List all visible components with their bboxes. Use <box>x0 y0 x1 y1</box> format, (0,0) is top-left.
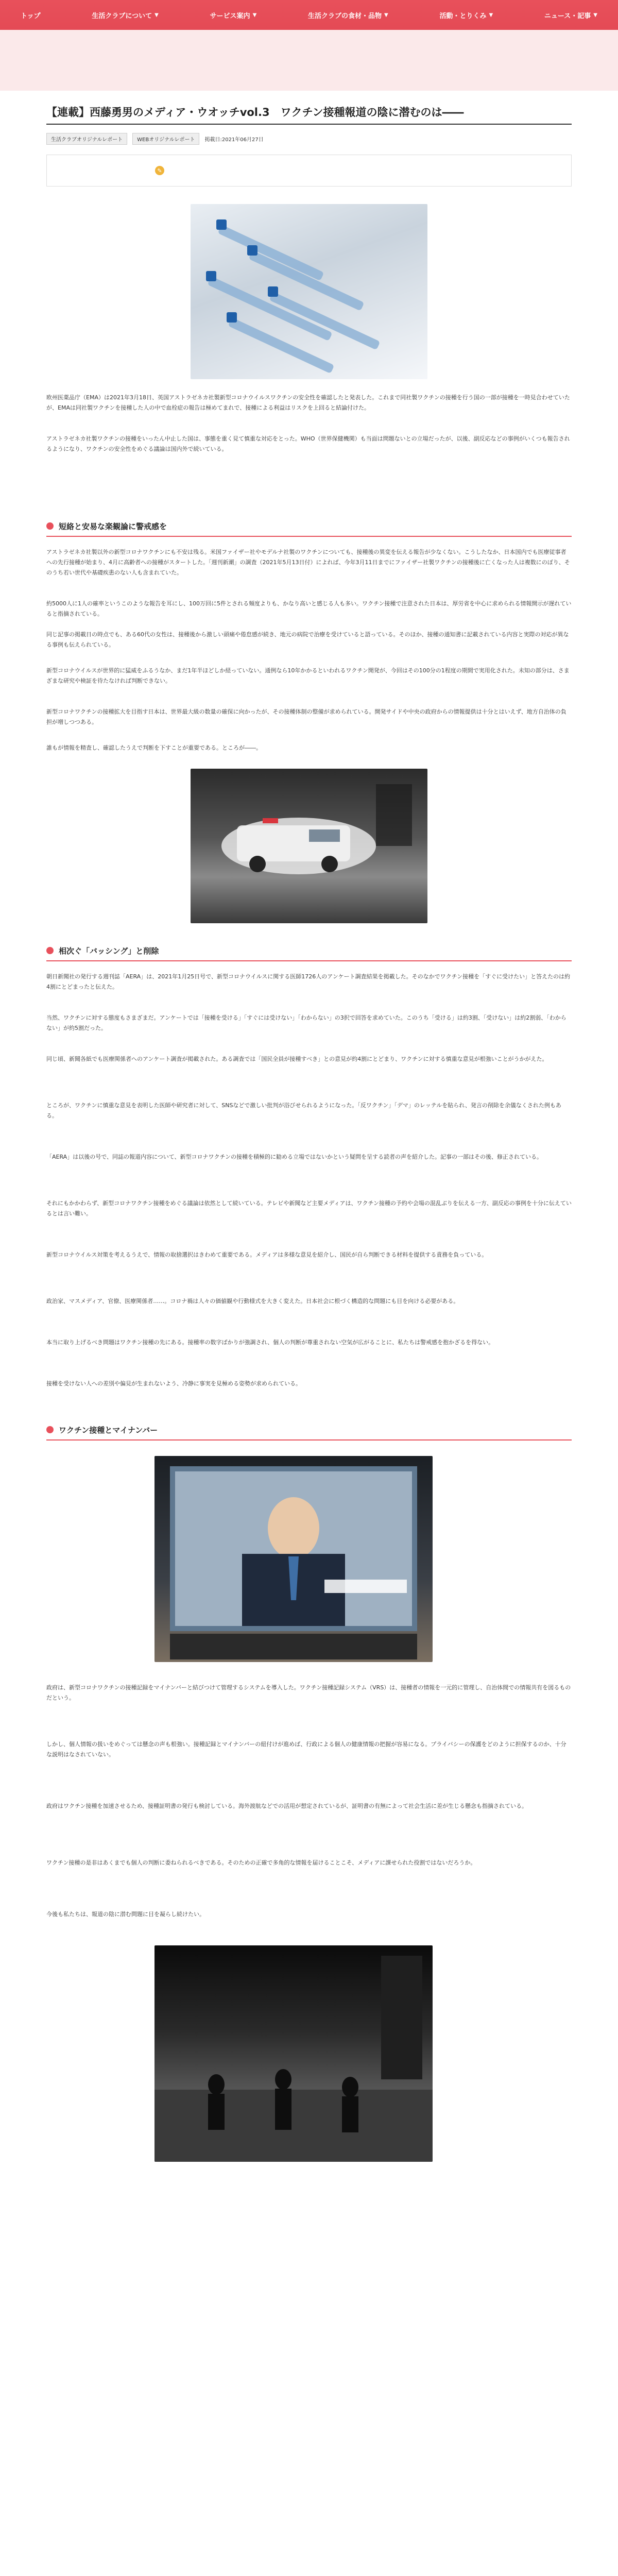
tag-original[interactable]: 生活クラブオリジナルレポート <box>46 133 127 145</box>
paragraph: 当然、ワクチンに対する態度もさまざまだ。アンケートでは「接種を受ける」「すぐには受けない」「わからない」の3択で回答を求めていた。このうち「受ける」は約3割、「受けない」は約2割弱、「わからない」が約5割だった。 <box>46 1014 566 1031</box>
title-divider <box>46 124 572 125</box>
chevron-down-icon: ▼ <box>252 12 257 18</box>
paragraph: 接種を受けない人への差別や偏見が生まれないよう、冷静に事実を見極める姿勢が求められている。 <box>46 1380 301 1387</box>
paragraph: 新型コロナウイルス対策を考えるうえで、情報の取捨選択はきわめて重要である。メディアは多様な意見を紹介し、国民が自ら判断できる材料を提供する責務を負っている。 <box>46 1251 488 1258</box>
nav-item-service[interactable]: サービス案内 ▼ <box>210 12 257 20</box>
share-icon[interactable]: ✎ <box>155 166 164 175</box>
section-heading-2: 相次ぐ「バッシング」と削除 <box>46 941 572 961</box>
chevron-down-icon: ▼ <box>154 12 159 18</box>
tag-web[interactable]: WEBオリジナルレポート <box>132 133 199 145</box>
sub-banner <box>0 30 618 91</box>
paragraph: 約5000人に1人の確率というこのような報告を耳にし、100万回に5件とされる頻度よりも、かなり高いと感じる人も多い。ワクチン接種で注意された日本は、厚労省を中心に求められる情報開示が遅れていると指摘されている。 <box>46 600 572 617</box>
nav-item-activity[interactable]: 活動・とりくみ ▼ <box>439 12 493 20</box>
nav-item-news[interactable]: ニュース・記事 ▼ <box>544 12 597 20</box>
chevron-down-icon: ▼ <box>384 12 388 18</box>
paragraph: 新型コロナウイルスが世界的に猛威をふるうなか、まだ1年半ほどしか経っていない。通例なら10年かかるといわれるワクチン開発が、今回はその100分の1程度の期間で実用化された。未知の部分は、さまざまな研究や検証を待たなければ判断できない。 <box>46 667 570 684</box>
top-nav <box>0 0 618 30</box>
paragraph: 同じ頃、新聞各紙でも医療関係者へのアンケート調査が掲載された。ある調査では「国民全員が接種すべき」との意見が約4割にとどまり、ワクチンに対する慎重な意見が根強いことがうかがえた。 <box>46 1056 548 1062</box>
chevron-down-icon: ▼ <box>489 12 493 18</box>
street-crowd-photo <box>154 1945 433 2162</box>
paragraph: 同じ記事の掲載日の時点でも、ある60代の女性は、接種後から激しい頭痛や倦怠感が続き、地元の病院で治療を受けていると語っている。そのほか、接種の通知書に記載されている内容と実際の対応が異なる事例も伝えられている。 <box>46 631 569 648</box>
paragraph: 新型コロナワクチンの接種拡大を目指す日本は、世界最大級の数量の確保に向かったが、その接種体制の整備が求められている。開発サイドや中央の政府からの情報提供は十分とはいえず、地方自治体の負担が増しつつある。 <box>46 708 566 725</box>
nav-item-top[interactable]: トップ <box>21 12 41 20</box>
paragraph: アストラゼネカ社製以外の新型コロナワクチンにも不安は残る。米国ファイザー社やモデルナ社製のワクチンについても、接種後の異変を伝える報告が少なくない。こうしたなか、日本国内でも医療従事者への先行接種が始まり、4月に高齢者への接種がスタートした。「週刊新潮」の調査（2021年5月13日付）によれば、今年3月11日までにファイザー社製ワクチンの接種後に亡くなった人は複数にのぼり、そのうち若い世代や基礎疾患のない人も含まれていた。 <box>46 549 570 576</box>
article-meta <box>46 133 264 145</box>
ambulance-photo <box>191 769 427 923</box>
paragraph: ところが、ワクチンに慎重な意見を表明した医師や研究者に対して、SNSなどで激しい批判が浴びせられるようになった。「反ワクチン」「デマ」のレッテルを貼られ、発言の削除を余儀なくされた例もある。 <box>46 1102 561 1119</box>
crowd-illustration <box>154 1945 433 2162</box>
vials-illustration <box>191 204 427 379</box>
bullet-icon <box>46 522 54 530</box>
bullet-icon <box>46 947 54 954</box>
paragraph: 本当に取り上げるべき問題はワクチン接種の先にある。接種率の数字ばかりが強調され、個人の判断が尊重されない空気が広がることに、私たちは警戒感を抱かざるを得ない。 <box>46 1339 494 1346</box>
section-heading-3: ワクチン接種とマイナンバー <box>46 1420 572 1440</box>
tv-broadcast-photo <box>154 1456 433 1662</box>
paragraph: 政府はワクチン接種を加速させるため、接種証明書の発行も検討している。海外渡航などでの活用が想定されているが、証明書の有無によって社会生活に差が生じる懸念も指摘されている。 <box>46 1803 528 1809</box>
bullet-icon <box>46 1426 54 1433</box>
paragraph: 政治家、マスメディア、官僚、医療関係者……。コロナ禍は人々の価値観や行動様式を大きく変えた。日本社会に根づく構造的な問題にも目を向ける必要がある。 <box>46 1298 459 1304</box>
tv-illustration <box>154 1456 433 1662</box>
paragraph: しかし、個人情報の扱いをめぐっては懸念の声も根強い。接種記録とマイナンバーの紐付けが進めば、行政による個人の健康情報の把握が容易になる。プライバシーの保護をどのように担保するのか、十分な説明はなされていない。 <box>46 1741 566 1758</box>
paragraph: それにもかかわらず、新型コロナワクチン接種をめぐる議論は依然として続いている。テレビや新聞など主要メディアは、ワクチン接種の予約や会場の混乱ぶりを伝える一方、副反応の事例を十分に伝えているとは言い難い。 <box>46 1200 572 1217</box>
paragraph: 今後も私たちは、報道の陰に潜む問題に目を凝らし続けたい。 <box>46 1911 205 1918</box>
paragraph: 欧州医薬品庁（EMA）は2021年3月18日、英国アストラゼネカ社製新型コロナウイルスワクチンの安全性を確認したと発表した。これまで同社製ワクチンの接種を行う国の一部が接種を一時見合わせていたが、EMAは同社製ワクチンを接種した人の中で血栓症の報告は極めてまれで、接種による利益はリスクを上回ると結論付けた。 <box>46 394 570 411</box>
ambulance-illustration <box>191 769 427 923</box>
nav-item-about[interactable]: 生活クラブについて ▼ <box>92 12 159 20</box>
paragraph: 誰もが情報を精査し、確認したうえで判断を下すことが重要である。ところが――。 <box>46 744 262 751</box>
paragraph: アストラゼネカ社製ワクチンの接種をいったん中止した国は、事態を重く見て慎重な対応をとった。WHO（世界保健機関）も当面は問題ないとの立場だったが、以後、副反応などの事例がいくつも報告されるようになり、ワクチンの安全性をめぐる議論は国内外で続いている。 <box>46 435 570 452</box>
paragraph: 「AERA」は以後の号で、同誌の報道内容について、新型コロナワクチンの接種を積極的に勧める立場ではないかという疑問を呈する読者の声を紹介した。記事の一部はその後、修正されている。 <box>46 1154 542 1160</box>
vaccine-vials-photo <box>191 204 427 379</box>
share-box <box>46 155 572 187</box>
publish-date: 掲載日:2021年06月27日 <box>204 137 264 143</box>
page-title: 【連載】西藤勇男のメディア・ウオッチvol.3 ワクチン接種報道の陰に潜むのは―― <box>46 106 464 118</box>
paragraph: 政府は、新型コロナワクチンの接種記録をマイナンバーと結びつけて管理するシステムを導入した。ワクチン接種記録システム（VRS）は、接種者の情報を一元的に管理し、自治体間での情報共有を図るものだという。 <box>46 1684 571 1701</box>
paragraph: ワクチン接種の是非はあくまでも個人の判断に委ねられるべきである。そのための正確で多角的な情報を届けることこそ、メディアに課せられた役割ではないだろうか。 <box>46 1859 476 1866</box>
paragraph: 朝日新聞社の発行する週刊誌「AERA」は、2021年1月25日号で、新型コロナウイルスに関する医師1726人のアンケート調査結果を掲載した。そのなかでワクチン接種を「すぐに受けたい」と答えたのは約4割にとどまったと伝えた。 <box>46 973 571 990</box>
section-heading-1: 短絡と安易な楽観論に警戒感を <box>46 516 572 537</box>
nav-item-products[interactable]: 生活クラブの食材・品物 ▼ <box>308 12 388 20</box>
chevron-down-icon: ▼ <box>593 12 597 18</box>
